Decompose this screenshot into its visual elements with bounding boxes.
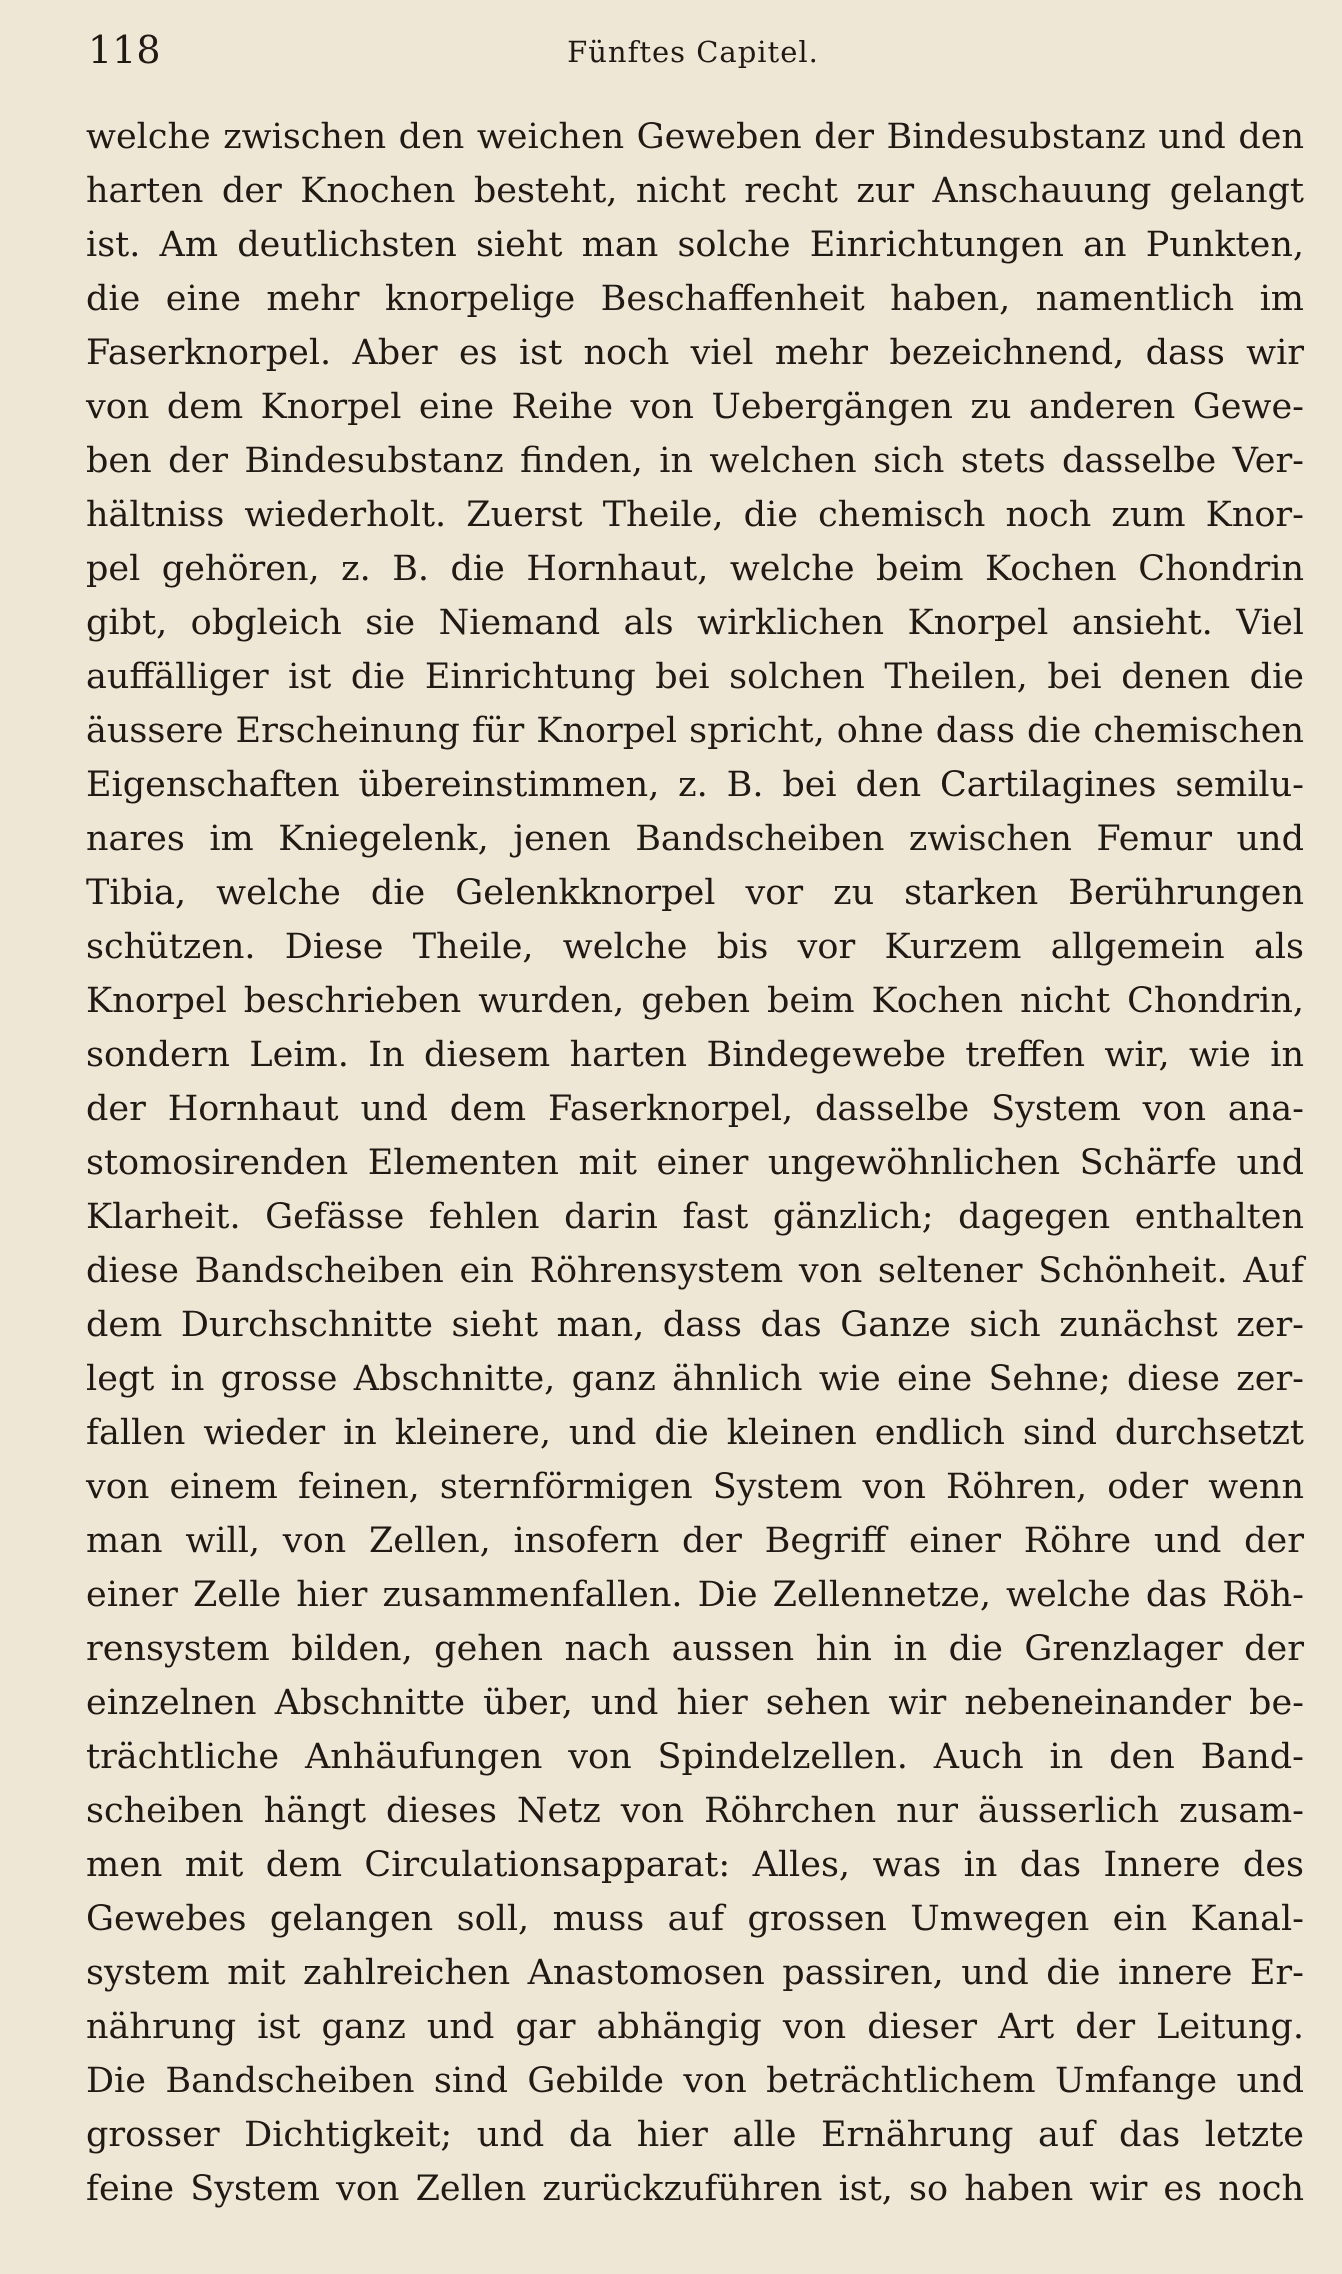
page-number: 118	[88, 28, 161, 72]
text-line: system mit zahlreichen Anastomosen passiren, und die innere Er-	[86, 1953, 1304, 1993]
text-line: trächtliche Anhäufungen von Spindelzellen. Auch in den Band-	[86, 1737, 1304, 1777]
text-line: pel gehören, z. B. die Hornhaut, welche beim Kochen Chondrin	[86, 549, 1304, 589]
text-line: harten der Knochen besteht, nicht recht zur Anschauung gelangt	[86, 171, 1304, 211]
text-line: hältniss wiederholt. Zuerst Theile, die chemisch noch zum Knor-	[86, 495, 1304, 535]
running-head: Fünftes Capitel.	[567, 35, 819, 69]
text-line: welche zwischen den weichen Geweben der Bindesubstanz und den	[86, 117, 1304, 157]
text-line: der Hornhaut und dem Faserknorpel, dasselbe System von ana-	[86, 1089, 1304, 1129]
text-line: von einem feinen, sternförmigen System von Röhren, oder wenn	[86, 1467, 1304, 1507]
text-line: Faserknorpel. Aber es ist noch viel mehr bezeichnend, dass wir	[86, 333, 1304, 373]
text-line: ist. Am deutlichsten sieht man solche Einrichtungen an Punkten,	[86, 225, 1304, 265]
text-line: feine System von Zellen zurückzuführen ist, so haben wir es noch	[86, 2169, 1304, 2209]
text-line: Tibia, welche die Gelenkknorpel vor zu starken Berührungen	[86, 873, 1304, 913]
text-line: diese Bandscheiben ein Röhrensystem von seltener Schönheit. Auf	[86, 1251, 1304, 1291]
text-line: einer Zelle hier zusammenfallen. Die Zellennetze, welche das Röh-	[86, 1575, 1304, 1615]
text-line: rensystem bilden, gehen nach aussen hin in die Grenzlager der	[86, 1629, 1304, 1669]
text-line: Klarheit. Gefässe fehlen darin fast gänzlich; dagegen enthalten	[86, 1197, 1304, 1237]
text-line: dem Durchschnitte sieht man, dass das Ganze sich zunächst zer-	[86, 1305, 1304, 1345]
text-line: nares im Kniegelenk, jenen Bandscheiben zwischen Femur und	[86, 819, 1304, 859]
text-line: men mit dem Circulationsapparat: Alles, was in das Innere des	[86, 1845, 1304, 1885]
text-line: man will, von Zellen, insofern der Begriff einer Röhre und der	[86, 1521, 1304, 1561]
text-line: die eine mehr knorpelige Beschaffenheit haben, namentlich im	[86, 279, 1304, 319]
text-line: gibt, obgleich sie Niemand als wirklichen Knorpel ansieht. Viel	[86, 603, 1304, 643]
text-line: Eigenschaften übereinstimmen, z. B. bei den Cartilagines semilu-	[86, 765, 1304, 805]
text-line: scheiben hängt dieses Netz von Röhrchen nur äusserlich zusam-	[86, 1791, 1304, 1831]
text-line: grosser Dichtigkeit; und da hier alle Ernährung auf das letzte	[86, 2115, 1304, 2155]
text-line: ben der Bindesubstanz finden, in welchen sich stets dasselbe Ver-	[86, 441, 1304, 481]
text-line: Gewebes gelangen soll, muss auf grossen Umwegen ein Kanal-	[86, 1899, 1304, 1939]
page-header	[88, 26, 1298, 86]
text-line: von dem Knorpel eine Reihe von Uebergängen zu anderen Gewe-	[86, 387, 1304, 427]
text-line: einzelnen Abschnitte über, und hier sehen wir nebeneinander be-	[86, 1683, 1304, 1723]
text-line: nährung ist ganz und gar abhängig von dieser Art der Leitung.	[86, 2007, 1304, 2047]
text-line: Knorpel beschrieben wurden, geben beim Kochen nicht Chondrin,	[86, 981, 1304, 1021]
text-line: stomosirenden Elementen mit einer ungewöhnlichen Schärfe und	[86, 1143, 1304, 1183]
text-line: sondern Leim. In diesem harten Bindegewebe treffen wir, wie in	[86, 1035, 1304, 1075]
text-line: auffälliger ist die Einrichtung bei solchen Theilen, bei denen die	[86, 657, 1304, 697]
text-line: legt in grosse Abschnitte, ganz ähnlich wie eine Sehne; diese zer-	[86, 1359, 1304, 1399]
body-text	[86, 110, 1304, 2216]
text-line: fallen wieder in kleinere, und die kleinen endlich sind durchsetzt	[86, 1413, 1304, 1453]
text-line: schützen. Diese Theile, welche bis vor Kurzem allgemein als	[86, 927, 1304, 967]
text-line: Die Bandscheiben sind Gebilde von beträchtlichem Umfange und	[86, 2061, 1304, 2101]
text-line: äussere Erscheinung für Knorpel spricht, ohne dass die chemischen	[86, 711, 1304, 751]
